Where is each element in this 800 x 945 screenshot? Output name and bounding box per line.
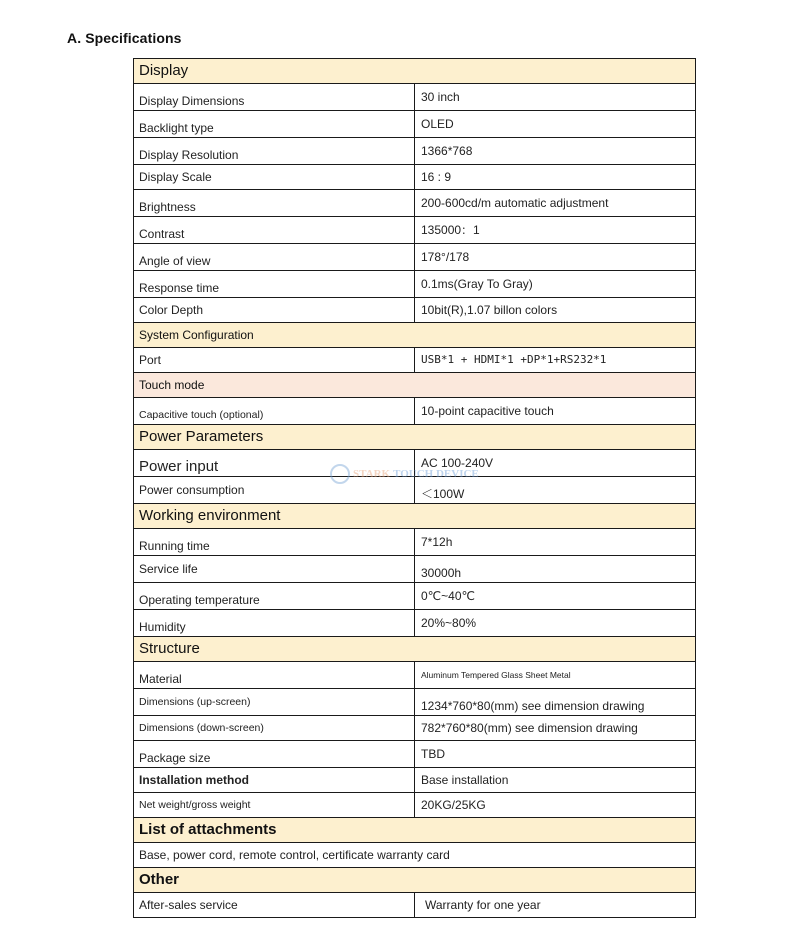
table-row — [134, 793, 696, 818]
table-row — [134, 477, 696, 504]
spec-label: Net weight/gross weight — [134, 793, 415, 818]
spec-label: Port — [134, 348, 415, 373]
spec-label: Brightness — [134, 190, 415, 217]
table-row — [134, 529, 696, 556]
table-row — [134, 610, 696, 637]
section-header-display — [134, 59, 696, 84]
spec-value: 30000h — [415, 556, 696, 583]
table-row — [134, 84, 696, 111]
section-title: Touch mode — [134, 373, 696, 398]
table-row — [134, 138, 696, 165]
section-title: Display — [134, 59, 696, 84]
spec-label: Humidity — [134, 610, 415, 637]
watermark-text-b: TOUCH DEVICE — [393, 468, 479, 480]
table-row — [134, 556, 696, 583]
section-title: System Configuration — [134, 323, 696, 348]
watermark-text-a: STARK — [353, 468, 391, 480]
spec-value: 20%~80% — [415, 610, 696, 637]
table-row — [134, 689, 696, 716]
spec-label: Power input — [134, 450, 415, 477]
spec-value: 7*12h — [415, 529, 696, 556]
spec-value: 10-point capacitive touch — [415, 398, 696, 425]
section-header-system-configuration — [134, 323, 696, 348]
spec-value: 135000：1 — [415, 217, 696, 244]
spec-value: AC 100-240V — [415, 450, 696, 477]
spec-label: Dimensions (down-screen) — [134, 716, 415, 741]
spec-value: USB*1 + HDMI*1 +DP*1+RS232*1 — [415, 348, 696, 373]
spec-value: ＜100W — [415, 477, 696, 504]
table-row — [134, 450, 696, 477]
table-row — [134, 244, 696, 271]
spec-label: After-sales service — [134, 893, 415, 918]
table-row — [134, 271, 696, 298]
spec-value: 200-600cd/m automatic adjustment — [415, 190, 696, 217]
spec-label: Backlight type — [134, 111, 415, 138]
spec-value: 16 : 9 — [415, 165, 696, 190]
table-row — [134, 583, 696, 610]
spec-value: Base installation — [415, 768, 696, 793]
spec-label: Package size — [134, 741, 415, 768]
section-title: Power Parameters — [134, 425, 696, 450]
spec-label: Contrast — [134, 217, 415, 244]
attachments-text: Base, power cord, remote control, certificate warranty card — [134, 843, 696, 868]
section-header-structure — [134, 637, 696, 662]
section-title: Working environment — [134, 504, 696, 529]
spec-value: Aluminum Tempered Glass Sheet Metal — [415, 662, 696, 689]
spec-label: Service life — [134, 556, 415, 583]
section-header-other — [134, 868, 696, 893]
spec-value: 178°/178 — [415, 244, 696, 271]
spec-label: Display Scale — [134, 165, 415, 190]
spec-value: OLED — [415, 111, 696, 138]
table-row — [134, 398, 696, 425]
section-header-touch-mode — [134, 373, 696, 398]
table-row — [134, 348, 696, 373]
page-title: A. Specifications — [67, 30, 182, 46]
section-header-working-environment — [134, 504, 696, 529]
table-row — [134, 190, 696, 217]
spec-label: Installation method — [134, 768, 415, 793]
table-row — [134, 843, 696, 868]
spec-label: Power consumption — [134, 477, 415, 504]
spec-label: Capacitive touch (optional) — [134, 398, 415, 425]
spec-label: Display Dimensions — [134, 84, 415, 111]
spec-label: Response time — [134, 271, 415, 298]
spec-label: Color Depth — [134, 298, 415, 323]
section-title: Structure — [134, 637, 696, 662]
spec-value: 0.1ms(Gray To Gray) — [415, 271, 696, 298]
section-title: List of attachments — [134, 818, 696, 843]
spec-value: 1366*768 — [415, 138, 696, 165]
table-row — [134, 741, 696, 768]
spec-label: Operating temperature — [134, 583, 415, 610]
spec-value: 20KG/25KG — [415, 793, 696, 818]
table-row — [134, 165, 696, 190]
spec-label: Display Resolution — [134, 138, 415, 165]
spec-value: 30 inch — [415, 84, 696, 111]
table-row — [134, 893, 696, 918]
section-header-power-parameters — [134, 425, 696, 450]
spec-value: 1234*760*80(mm) see dimension drawing — [415, 689, 696, 716]
spec-value: 10bit(R),1.07 billon colors — [415, 298, 696, 323]
table-row — [134, 662, 696, 689]
spec-value: 0℃~40℃ — [415, 583, 696, 610]
spec-label: Angle of view — [134, 244, 415, 271]
spec-value: 782*760*80(mm) see dimension drawing — [415, 716, 696, 741]
spec-value: TBD — [415, 741, 696, 768]
spec-value: Warranty for one year — [415, 893, 696, 918]
table-row — [134, 111, 696, 138]
spec-label: Running time — [134, 529, 415, 556]
spec-label: Material — [134, 662, 415, 689]
table-row — [134, 298, 696, 323]
table-row — [134, 217, 696, 244]
spec-label: Dimensions (up-screen) — [134, 689, 415, 716]
section-header-list-of-attachments — [134, 818, 696, 843]
table-row — [134, 716, 696, 741]
section-title: Other — [134, 868, 696, 893]
specifications-table — [133, 58, 696, 918]
table-row — [134, 768, 696, 793]
